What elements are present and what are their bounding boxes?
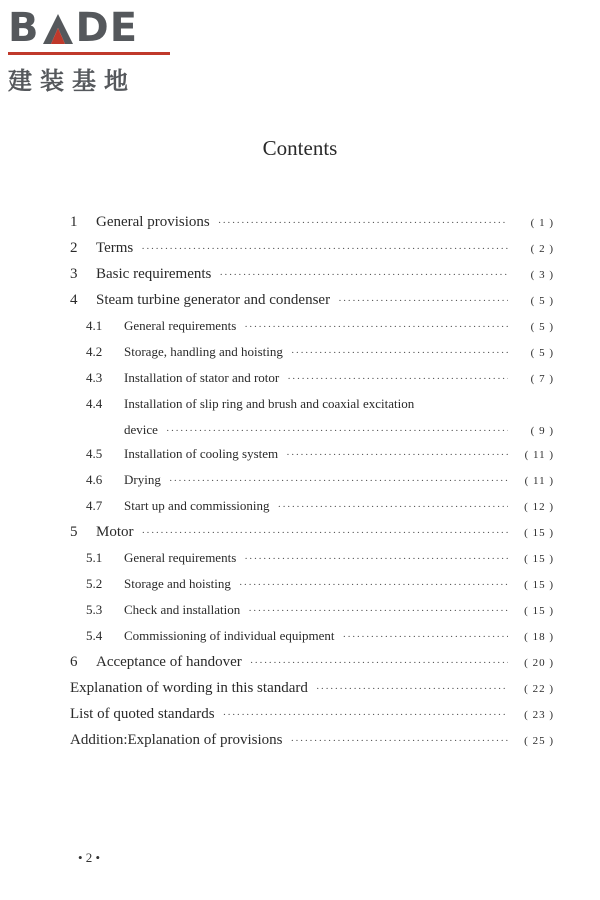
- toc-entry-page: ( 2 ): [530, 243, 554, 255]
- toc-entry: [70, 472, 554, 498]
- toc-entry-title: Commissioning of individual equipment: [124, 628, 335, 643]
- toc-entry: [70, 524, 554, 550]
- toc-entry-page: ( 20 ): [524, 657, 554, 669]
- toc-leader-dots: [250, 657, 508, 669]
- toc-entry: [70, 576, 554, 602]
- toc-leader-dots: [290, 735, 508, 747]
- toc-entry-continuation: [70, 422, 554, 446]
- toc-leader-dots: [244, 321, 508, 333]
- toc-entry-number: 6: [70, 654, 78, 670]
- toc-entry-title: Check and installation: [124, 602, 241, 617]
- toc-entry-title: Steam turbine generator and condenser: [96, 292, 331, 308]
- logo-a-icon: [40, 12, 76, 50]
- toc-entry-number: 5.3: [86, 602, 103, 617]
- toc-entry: [70, 628, 554, 654]
- toc-entry: [70, 732, 554, 758]
- toc-entry-title: Storage and hoisting: [124, 576, 231, 591]
- toc-entry-page: ( 22 ): [524, 683, 554, 695]
- toc-entry-number: 5: [70, 524, 78, 540]
- toc-entry-page: ( 15 ): [524, 527, 554, 539]
- toc-entry: [70, 292, 554, 318]
- toc-leader-dots: [219, 269, 508, 281]
- toc-entry: [70, 498, 554, 524]
- toc-entry-page: ( 1 ): [530, 217, 554, 229]
- toc-entry-number: 4.6: [86, 472, 103, 487]
- toc-entry-title: Addition:Explanation of provisions: [70, 732, 283, 748]
- toc-entry-page: ( 5 ): [530, 321, 554, 333]
- toc-leader-dots: [286, 449, 508, 461]
- toc-leader-dots: [244, 553, 508, 565]
- toc-entry: [70, 550, 554, 576]
- toc-entry-title: General requirements: [124, 318, 237, 333]
- toc-entry-title: Start up and commissioning: [124, 498, 270, 513]
- toc-entry-number: 4.7: [86, 498, 103, 513]
- toc-entry-title: General provisions: [96, 214, 210, 230]
- toc-leader-dots: [223, 709, 508, 721]
- toc-entry-title: Explanation of wording in this standard: [70, 680, 308, 696]
- toc-entry-number: 4.4: [86, 396, 103, 411]
- toc-entry: [70, 370, 554, 396]
- toc-leader-dots: [316, 683, 508, 695]
- toc-entry: [70, 706, 554, 732]
- toc-entry: [70, 240, 554, 266]
- toc-entry-title: Storage, handling and hoisting: [124, 344, 283, 359]
- toc-entry-page: ( 11 ): [524, 475, 554, 487]
- toc-entry-number: 4.5: [86, 446, 103, 461]
- toc-entry-title: Installation of slip ring and brush and coaxial excitation: [124, 396, 415, 411]
- toc-entry-number: 1: [70, 214, 78, 230]
- toc-entry-title: General requirements: [124, 550, 237, 565]
- toc-entry: [70, 344, 554, 370]
- toc-entry-title: Basic requirements: [96, 266, 212, 282]
- toc-entry-title: Acceptance of handover: [96, 654, 242, 670]
- toc-entry-number: 5.4: [86, 628, 103, 643]
- toc-entry: [70, 602, 554, 628]
- logo-underline: [8, 52, 170, 55]
- toc-entry-number: 4.2: [86, 344, 103, 359]
- toc-entry-page: ( 5 ): [530, 347, 554, 359]
- toc-entry-page: ( 15 ): [524, 579, 554, 591]
- toc-entry-page: ( 3 ): [530, 269, 554, 281]
- toc-leader-dots: [142, 527, 509, 539]
- toc-leader-dots: [248, 605, 508, 617]
- toc-entry-number: 3: [70, 266, 78, 282]
- toc-entry-page: ( 5 ): [530, 295, 554, 307]
- toc-leader-dots: [278, 501, 508, 513]
- toc-leader-dots: [343, 631, 508, 643]
- toc-entry-page: ( 7 ): [530, 373, 554, 385]
- toc-entry-page: ( 12 ): [524, 501, 554, 513]
- toc-entry-page: ( 18 ): [524, 631, 554, 643]
- logo-letter-b: B: [8, 5, 40, 51]
- toc-leader-dots: [166, 425, 508, 437]
- toc-leader-dots: [218, 217, 508, 229]
- toc-entry: [70, 318, 554, 344]
- toc-leader-dots: [239, 579, 508, 591]
- toc-entry: [70, 214, 554, 240]
- toc-entry-title: Installation of cooling system: [124, 446, 279, 461]
- toc-entry-title: device: [124, 422, 158, 437]
- toc-entry: [70, 680, 554, 706]
- logo-letters-de: DE: [75, 5, 139, 51]
- toc-entry-number: 4.1: [86, 318, 103, 333]
- toc-leader-dots: [287, 373, 508, 385]
- toc-entry-page: ( 25 ): [524, 735, 554, 747]
- toc-entry-number: 4.3: [86, 370, 103, 385]
- toc-entry-number: 4: [70, 292, 78, 308]
- toc-entry: [70, 654, 554, 680]
- toc-entry-page: ( 23 ): [524, 709, 554, 721]
- toc-entry-title: Installation of stator and rotor: [124, 370, 280, 385]
- toc-leader-dots: [141, 243, 508, 255]
- toc-entry-title: Motor: [96, 524, 134, 540]
- logo-subtitle: 建装基地: [8, 67, 136, 95]
- logo-wordmark: [8, 6, 188, 50]
- toc-entry-title: Drying: [124, 472, 161, 487]
- toc-entry-number: 5.1: [86, 550, 103, 565]
- toc-entry-number: 2: [70, 240, 78, 256]
- toc-entry: [70, 266, 554, 292]
- page-title: Contents: [262, 136, 338, 160]
- toc-entry-title: List of quoted standards: [70, 706, 215, 722]
- toc-leader-dots: [169, 475, 508, 487]
- toc-leader-dots: [338, 295, 508, 307]
- toc-entry-page: ( 11 ): [524, 449, 554, 461]
- toc-leader-dots: [291, 347, 508, 359]
- toc-entry-page: ( 9 ): [530, 425, 554, 437]
- toc-entry: [70, 396, 554, 422]
- table-of-contents: [70, 214, 554, 758]
- toc-entry-title: Terms: [96, 240, 134, 256]
- toc-entry-page: ( 15 ): [524, 605, 554, 617]
- toc-entry: [70, 446, 554, 472]
- page-number: • 2 •: [78, 850, 101, 865]
- toc-entry-number: 5.2: [86, 576, 103, 591]
- toc-entry-page: ( 15 ): [524, 553, 554, 565]
- bade-logo: [8, 6, 188, 96]
